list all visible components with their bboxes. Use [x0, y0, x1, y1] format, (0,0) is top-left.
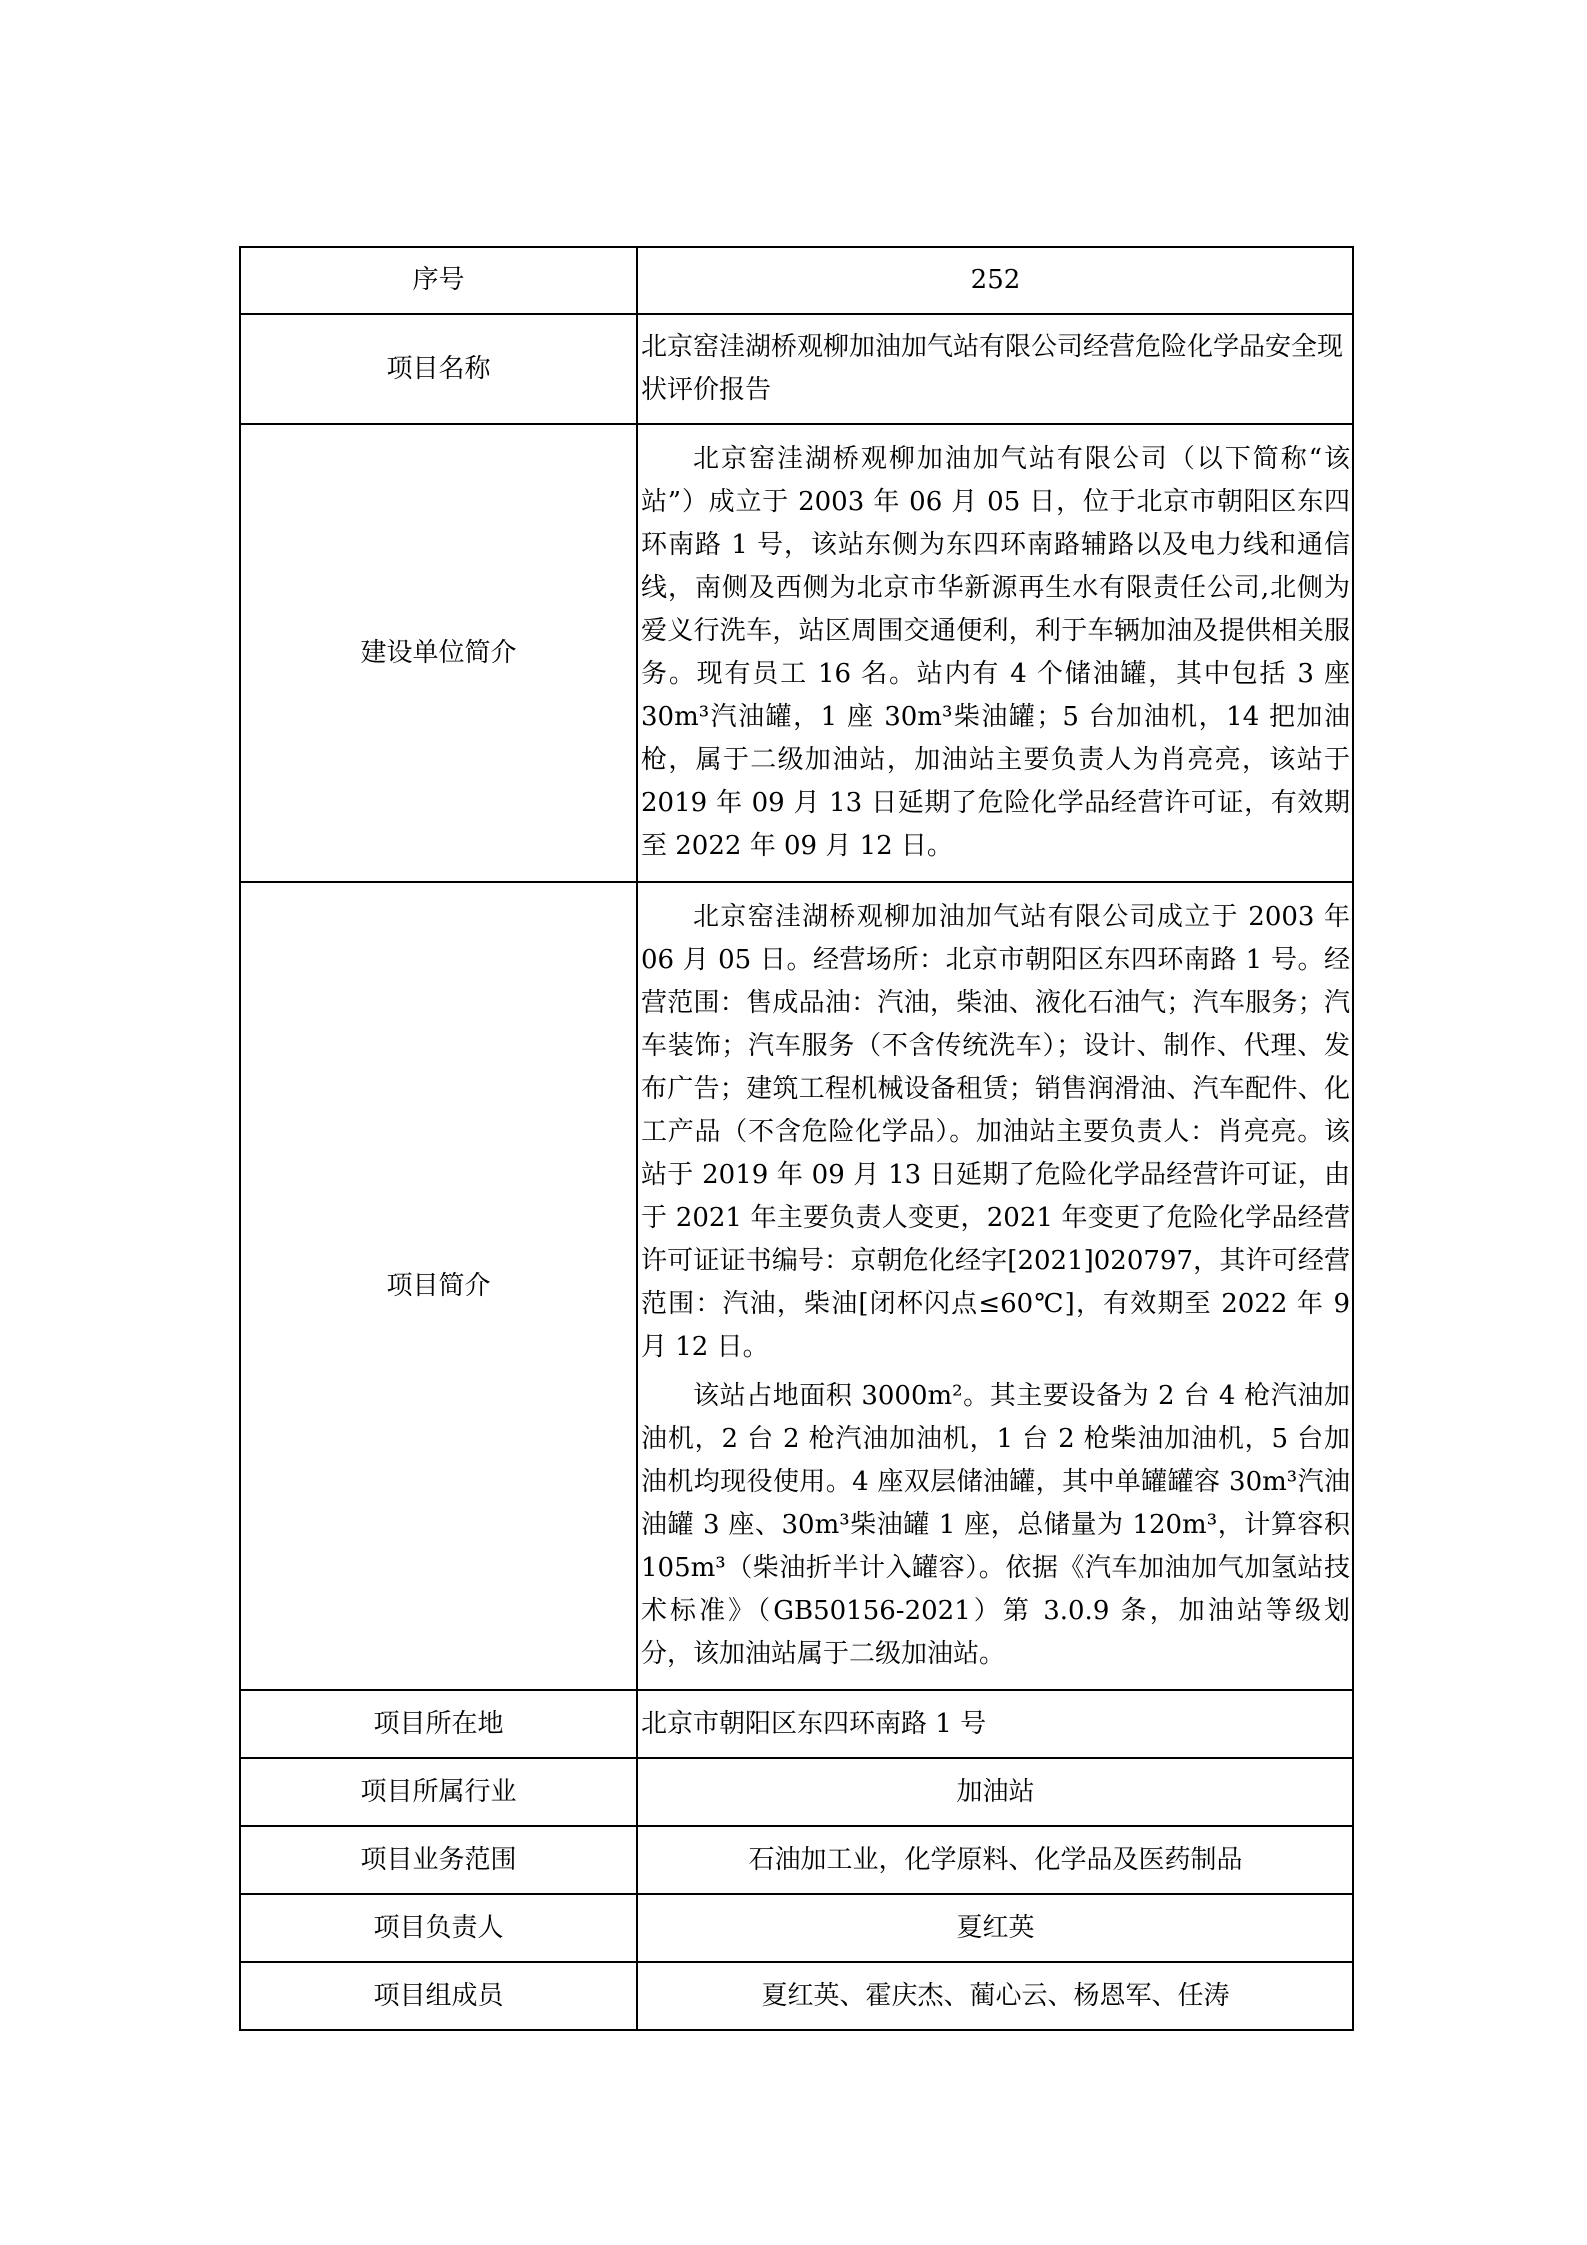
leader-value: 夏红英	[637, 1894, 1353, 1962]
project-intro-value	[637, 882, 1353, 1690]
row-business-scope	[240, 1826, 1353, 1894]
industry-value: 加油站	[637, 1758, 1353, 1826]
row-unit-intro	[240, 424, 1353, 882]
project-intro-paragraph-1: 北京窑洼湖桥观柳加油加气站有限公司成立于 2003 年 06 月 05 日。经营场所：北京市朝阳区东四环南路 1 号。经营范围：售成品油：汽油，柴油、液化石油气；汽车服务；汽车装饰；汽车服务（不含传统洗车）；设计、制作、代理、发布广告；建筑工程机械设备租赁；销售润滑油、汽车配件、化工产品（不含危险化学品）。加油站主要负责人：肖亮亮。该站于 2019 年 09 月 13 日延期了危险化学品经营许可证，由于 2021 年主要负责人变更，2021 年变更了危险化学品经营许可证证书编号：京朝危化经字[2021]020797，其许可经营范围：汽油，柴油[闭杯闪点≤60℃]，有效期至 2022 年 9 月 12 日。	[641, 902, 1350, 1362]
project-info-table	[239, 246, 1354, 2031]
industry-label: 项目所属行业	[240, 1758, 637, 1826]
unit-intro-paragraph: 北京窑洼湖桥观柳加油加气站有限公司（以下简称“该站”）成立于 2003 年 06 月 05 日，位于北京市朝阳区东四环南路 1 号，该站东侧为东四环南路辅路以及电力线和通信线，南侧及西侧为北京市华新源再生水有限责任公司,北侧为爱义行洗车，站区周围交通便利，利于车辆加油及提供相关服务。现有员工 16 名。站内有 4 个储油罐，其中包括 3 座 30m³汽油罐，1 座 30m³柴油罐；5 台加油机，14 把加油枪，属于二级加油站，加油站主要负责人为肖亮亮，该站于 2019 年 09 月 13 日延期了危险化学品经营许可证，有效期至 2022 年 09 月 12 日。	[641, 444, 1350, 861]
row-project-name	[240, 314, 1353, 424]
serial-label: 序号	[240, 247, 637, 314]
location-value: 北京市朝阳区东四环南路 1 号	[637, 1690, 1353, 1758]
serial-value: 252	[637, 247, 1353, 314]
location-label: 项目所在地	[240, 1690, 637, 1758]
row-location	[240, 1690, 1353, 1758]
project-name-label: 项目名称	[240, 314, 637, 424]
leader-label: 项目负责人	[240, 1894, 637, 1962]
members-label: 项目组成员	[240, 1962, 637, 2030]
project-intro-label: 项目简介	[240, 882, 637, 1690]
unit-intro-value	[637, 424, 1353, 882]
unit-intro-label: 建设单位简介	[240, 424, 637, 882]
row-project-intro	[240, 882, 1353, 1690]
row-industry	[240, 1758, 1353, 1826]
members-value: 夏红英、霍庆杰、蔺心云、杨恩军、任涛	[637, 1962, 1353, 2030]
project-intro-paragraph-2: 该站占地面积 3000m²。其主要设备为 2 台 4 枪汽油加油机，2 台 2 枪汽油加油机，1 台 2 枪柴油加油机，5 台加油机均现役使用。4 座双层储油罐，其中单罐罐容 30m³汽油油罐 3 座、30m³柴油罐 1 座，总储量为 120m³，计算容积 105m³（柴油折半计入罐容）。依据《汽车加油加气加氢站技术标准》（GB50156-2021）第 3.0.9 条，加油站等级划分，该加油站属于二级加油站。	[641, 1381, 1350, 1669]
row-members	[240, 1962, 1353, 2030]
business-scope-value: 石油加工业，化学原料、化学品及医药制品	[637, 1826, 1353, 1894]
project-name-value: 北京窑洼湖桥观柳加油加气站有限公司经营危险化学品安全现状评价报告	[637, 314, 1353, 424]
row-serial	[240, 247, 1353, 314]
business-scope-label: 项目业务范围	[240, 1826, 637, 1894]
row-leader	[240, 1894, 1353, 1962]
